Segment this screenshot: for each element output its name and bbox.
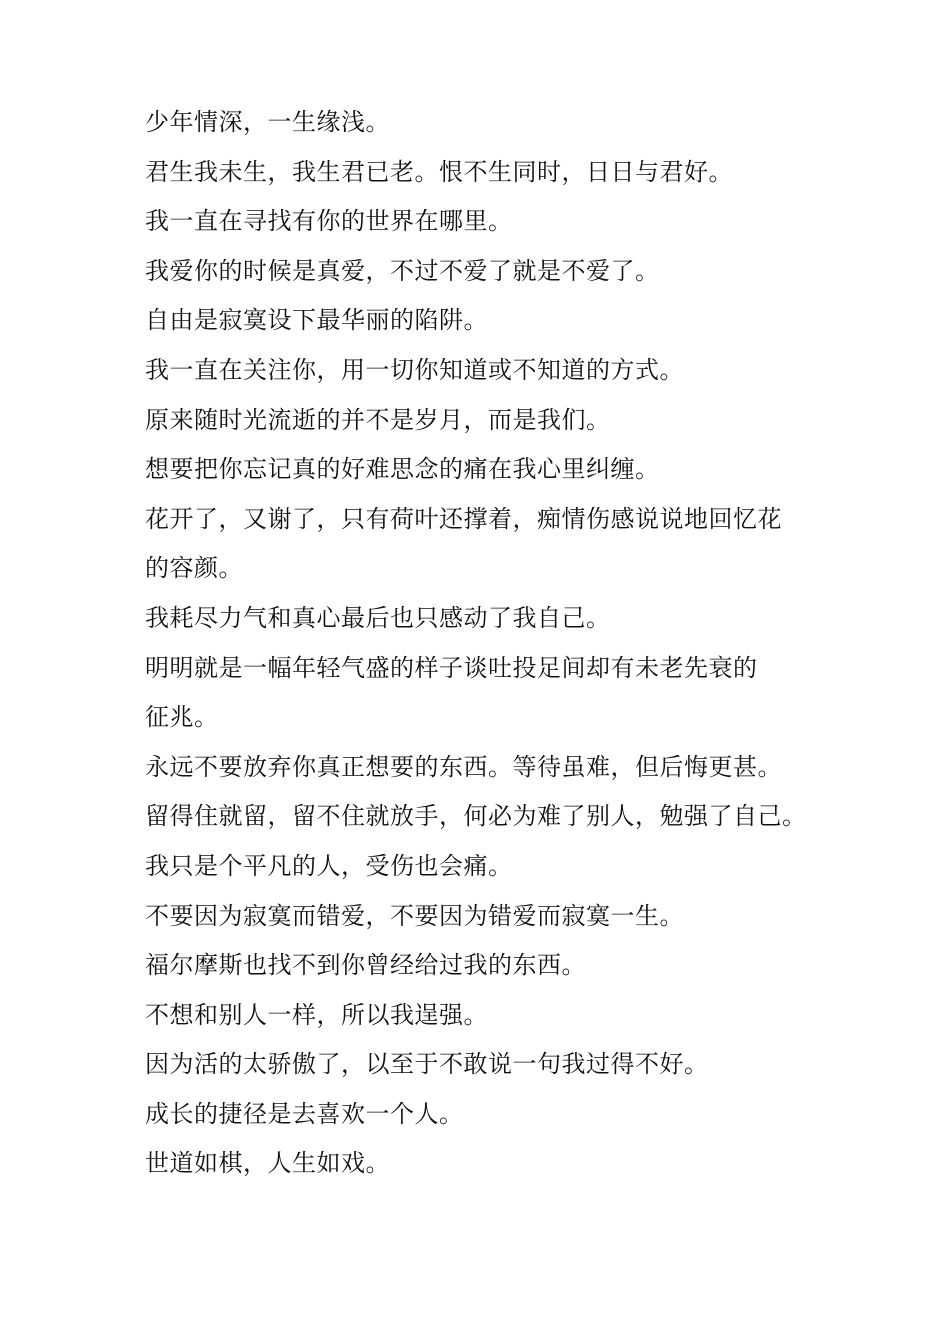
text-line: 我只是个平凡的人，受伤也会痛。 xyxy=(145,851,513,880)
text-line: 不想和别人一样，所以我逞强。 xyxy=(145,1000,488,1029)
text-line: 世道如棋，人生如戏。 xyxy=(145,1149,390,1178)
text-line: 花开了，又谢了，只有荷叶还撑着，痴情伤感说说地回忆花 xyxy=(145,504,782,533)
text-line: 的容颜。 xyxy=(145,554,243,583)
text-line: 成长的捷径是去喜欢一个人。 xyxy=(145,1099,464,1128)
text-line: 不要因为寂寞而错爱，不要因为错爱而寂寞一生。 xyxy=(145,901,684,930)
text-line: 我一直在关注你，用一切你知道或不知道的方式。 xyxy=(145,355,684,384)
text-line: 少年情深，一生缘浅。 xyxy=(145,108,390,136)
text-line: 自由是寂寞设下最华丽的陷阱。 xyxy=(145,306,488,335)
text-line: 留得住就留，留不住就放手，何必为难了别人，勉强了自己。 xyxy=(145,802,807,831)
text-line: 福尔摩斯也找不到你曾经给过我的东西。 xyxy=(145,951,586,980)
text-line: 原来随时光流逝的并不是岁月，而是我们。 xyxy=(145,405,611,434)
text-line: 永远不要放弃你真正想要的东西。等待虽难，但后悔更甚。 xyxy=(145,752,782,781)
text-line: 我一直在寻找有你的世界在哪里。 xyxy=(145,207,513,236)
text-line: 我耗尽力气和真心最后也只感动了我自己。 xyxy=(145,603,611,632)
text-line: 君生我未生，我生君已老。恨不生同时，日日与君好。 xyxy=(145,157,733,186)
text-line: 征兆。 xyxy=(145,703,219,732)
text-line: 我爱你的时候是真爱，不过不爱了就是不爱了。 xyxy=(145,256,660,285)
text-line: 因为活的太骄傲了，以至于不敢说一句我过得不好。 xyxy=(145,1050,709,1079)
text-line: 想要把你忘记真的好难思念的痛在我心里纠缠。 xyxy=(145,455,660,484)
document-body xyxy=(145,98,825,1189)
text-line: 明明就是一幅年轻气盛的样子谈吐投足间却有未老先衰的 xyxy=(145,653,758,682)
